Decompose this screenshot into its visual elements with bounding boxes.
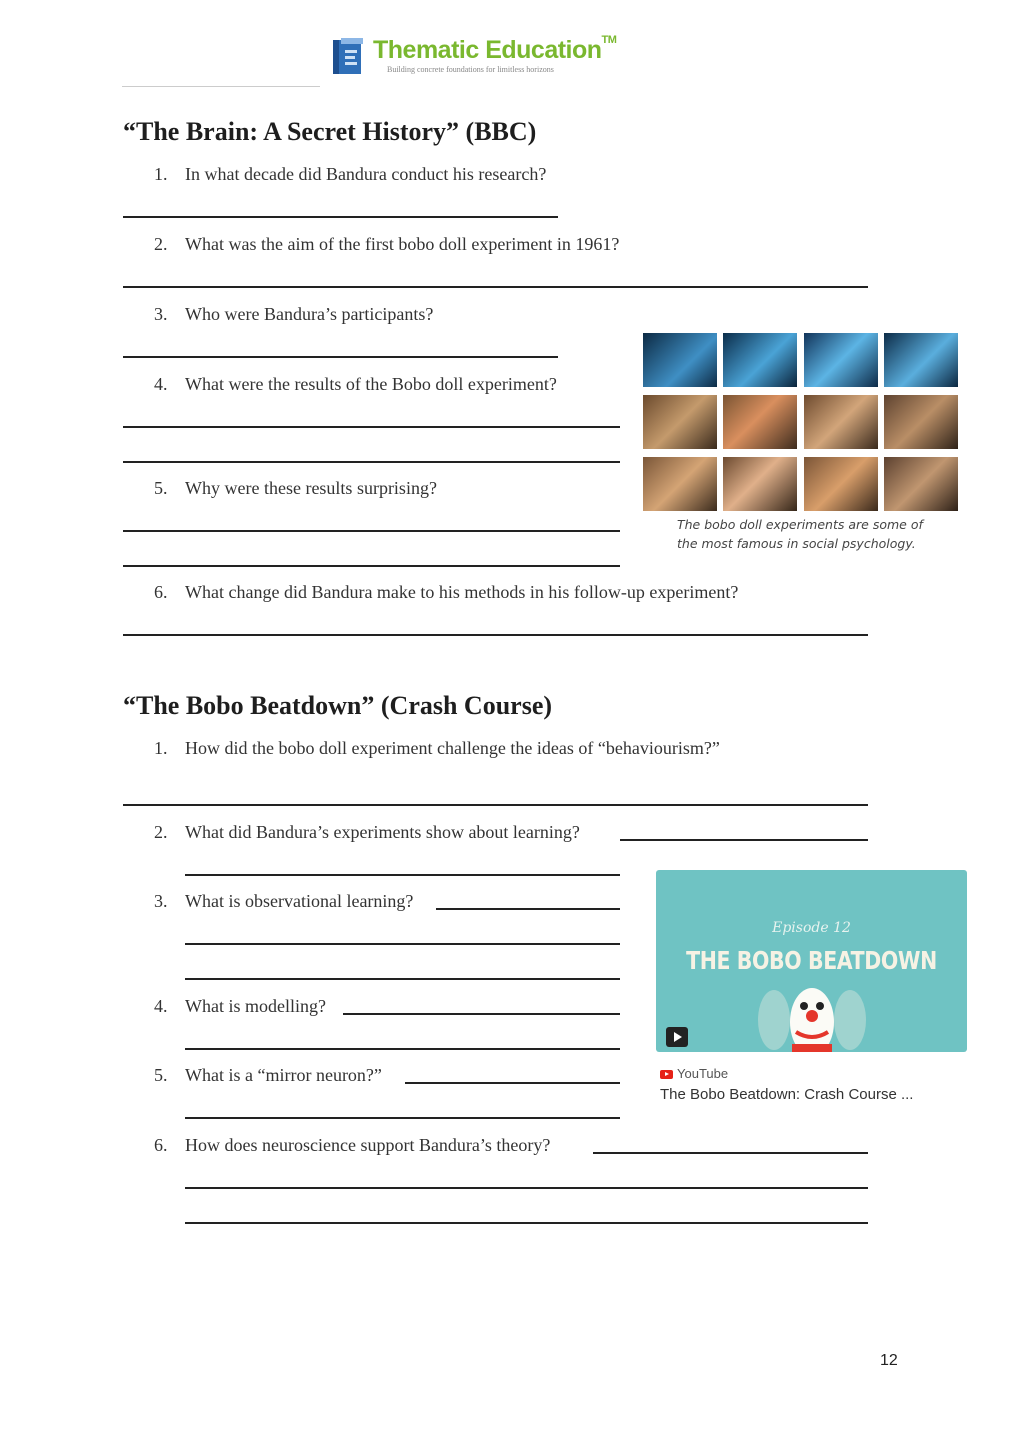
- logo-tagline: Building concrete foundations for limitless horizons: [387, 65, 554, 74]
- question-4: 4. What were the results of the Bobo doll experiment?: [154, 374, 557, 394]
- play-button-icon[interactable]: [666, 1027, 688, 1047]
- answer-line[interactable]: [405, 1082, 620, 1084]
- question-2: 2. What was the aim of the first bobo doll experiment in 1961?: [154, 234, 620, 254]
- photo-frame: [804, 395, 878, 449]
- photo-frame: [723, 457, 797, 511]
- photo-frame: [804, 333, 878, 387]
- answer-line[interactable]: [593, 1152, 868, 1154]
- answer-line[interactable]: [123, 634, 868, 636]
- photo-frame: [643, 333, 717, 387]
- question-3: 3. Who were Bandura’s participants?: [154, 304, 434, 324]
- section-heading-crash-course: “The Bobo Beatdown” (Crash Course): [123, 691, 553, 720]
- video-source: YouTube: [660, 1066, 728, 1081]
- photo-frame: [804, 457, 878, 511]
- photo-frame: [643, 395, 717, 449]
- question-2: 2. What did Bandura’s experiments show about learning?: [154, 822, 580, 842]
- question-1: 1. In what decade did Bandura conduct his research?: [154, 164, 547, 184]
- answer-line[interactable]: [343, 1013, 620, 1015]
- section-heading-bbc: “The Brain: A Secret History” (BBC): [123, 117, 537, 146]
- answer-line[interactable]: [123, 530, 620, 532]
- header-divider: [122, 86, 320, 87]
- answer-line[interactable]: [123, 426, 620, 428]
- photo-frame: [723, 333, 797, 387]
- answer-line[interactable]: [436, 908, 620, 910]
- answer-line[interactable]: [185, 1187, 868, 1189]
- youtube-icon: [660, 1070, 673, 1079]
- question-3: 3. What is observational learning?: [154, 891, 414, 911]
- answer-line[interactable]: [123, 356, 558, 358]
- page-number: 12: [880, 1352, 898, 1369]
- photo-frame: [884, 333, 958, 387]
- answer-line[interactable]: [123, 565, 620, 567]
- bobo-doll-photo-grid: [643, 333, 958, 511]
- answer-line[interactable]: [123, 804, 868, 806]
- answer-line[interactable]: [185, 1048, 620, 1050]
- answer-line[interactable]: [185, 978, 620, 980]
- answer-line[interactable]: [185, 1117, 620, 1119]
- answer-line[interactable]: [185, 874, 620, 876]
- header-logo: [331, 36, 631, 78]
- photo-caption: The bobo doll experiments are some of the most famous in social psychology.: [677, 517, 923, 551]
- answer-line[interactable]: [620, 839, 868, 841]
- photo-frame: [884, 457, 958, 511]
- clown-doll-icon: [752, 972, 872, 1052]
- photo-frame: [723, 395, 797, 449]
- answer-line[interactable]: [185, 943, 620, 945]
- question-5: 5. Why were these results surprising?: [154, 478, 437, 498]
- question-6: 6. What change did Bandura make to his methods in his follow-up experiment?: [154, 582, 739, 602]
- book-logo-icon: [331, 36, 367, 76]
- photo-frame: [643, 457, 717, 511]
- video-thumbnail[interactable]: [656, 870, 967, 1052]
- question-1: 1. How did the bobo doll experiment challenge the ideas of “behaviourism?”: [154, 738, 720, 758]
- answer-line[interactable]: [123, 216, 558, 218]
- logo-title: Thematic Education™: [373, 34, 617, 64]
- answer-line[interactable]: [123, 286, 868, 288]
- answer-line[interactable]: [123, 461, 620, 463]
- question-5: 5. What is a “mirror neuron?”: [154, 1065, 382, 1085]
- photo-frame: [884, 395, 958, 449]
- question-6: 6. How does neuroscience support Bandura’s theory?: [154, 1135, 551, 1155]
- question-4: 4. What is modelling?: [154, 996, 326, 1016]
- video-caption-link[interactable]: The Bobo Beatdown: Crash Course ...: [660, 1086, 914, 1103]
- video-episode: Episode 12: [772, 920, 851, 936]
- answer-line[interactable]: [185, 1222, 868, 1224]
- video-title-overlay: THE BOBO BEATDOWN: [686, 946, 937, 975]
